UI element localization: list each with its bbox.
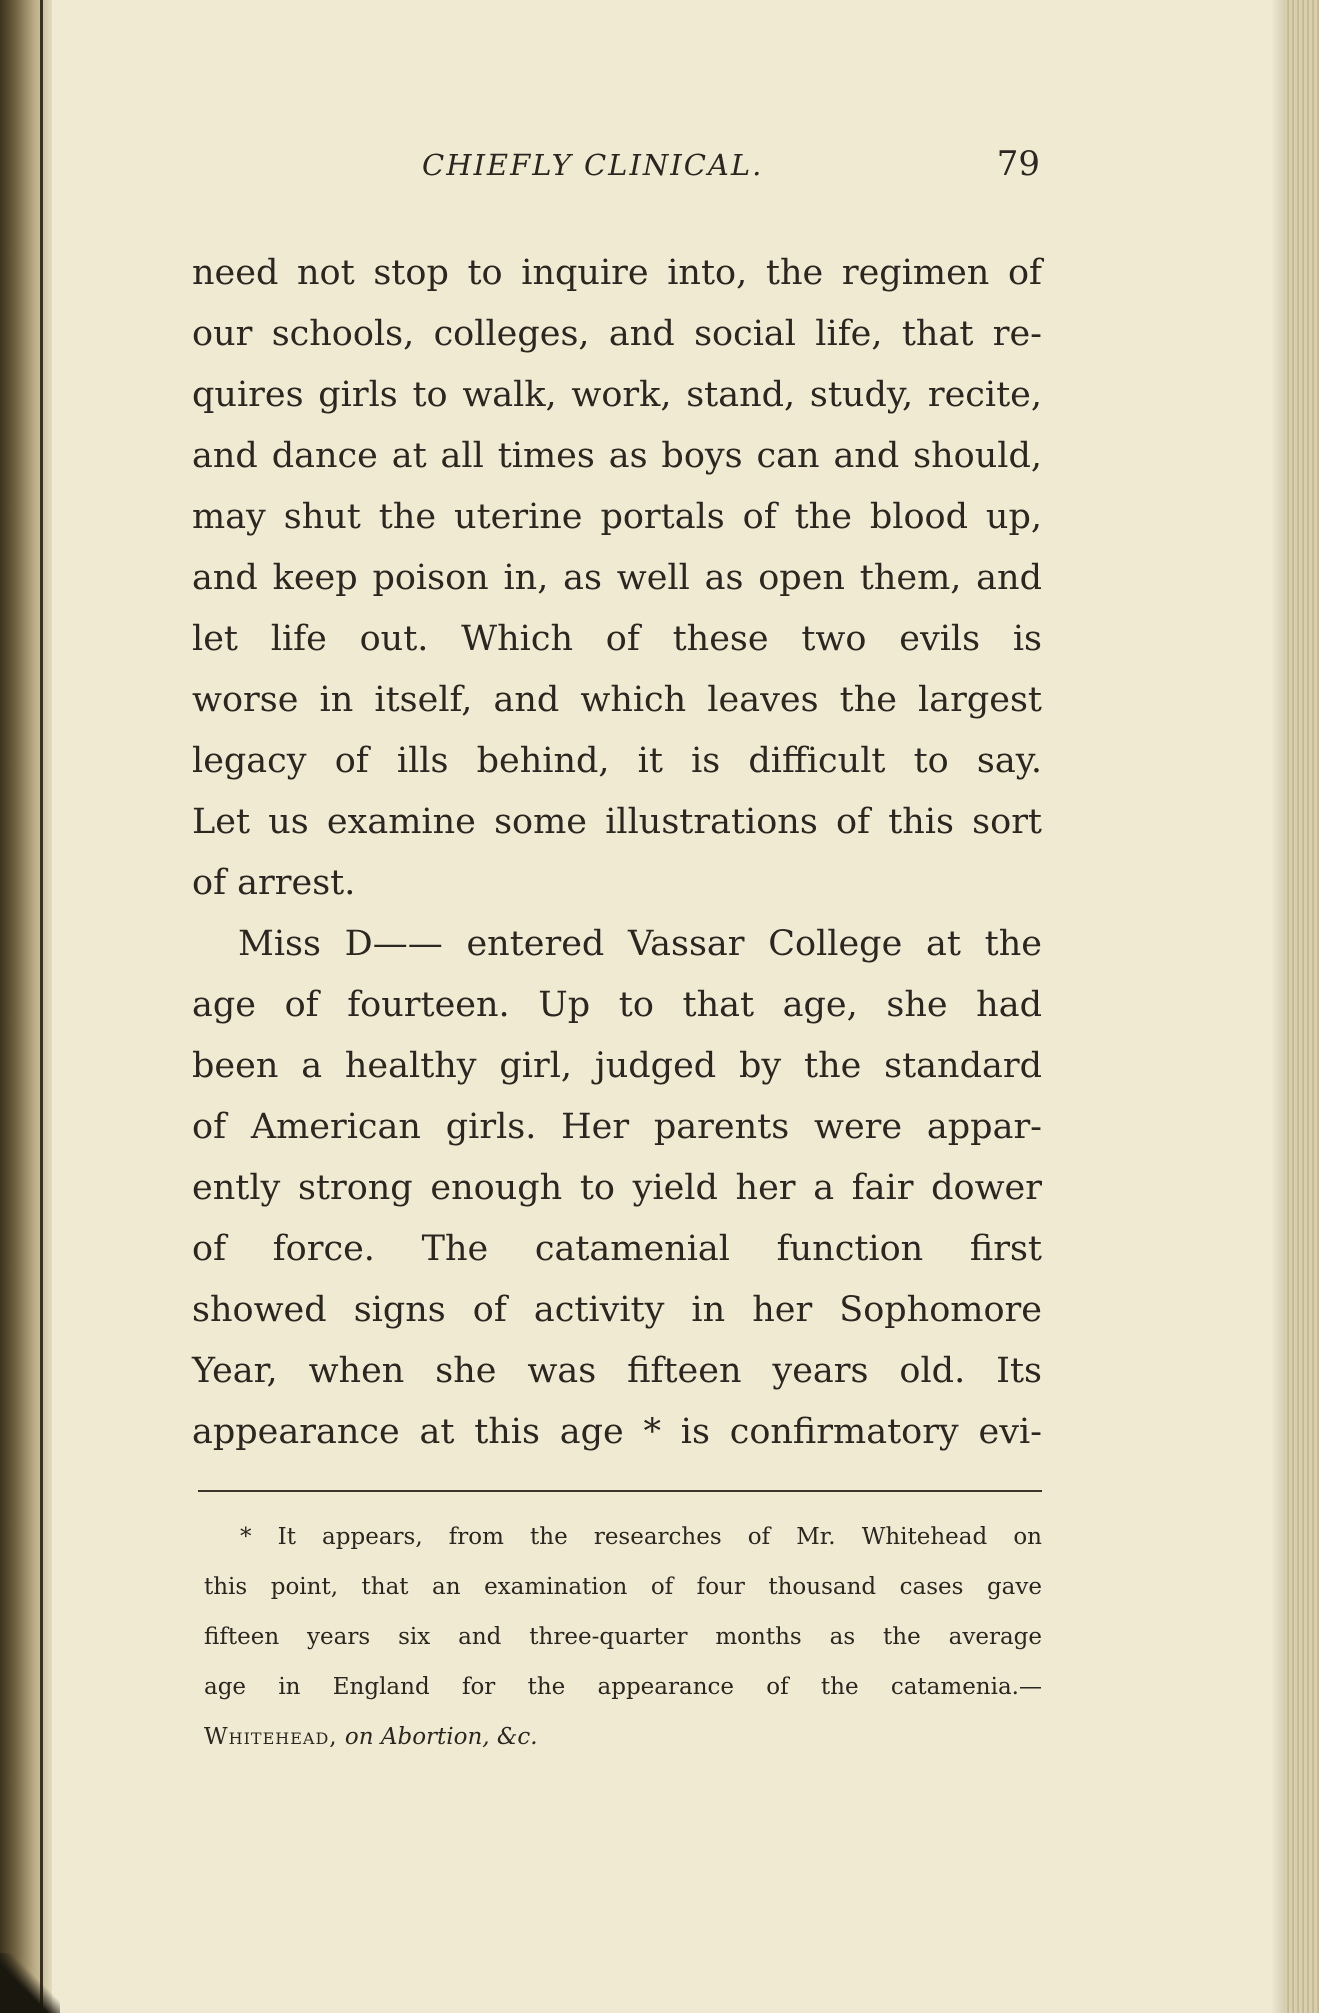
text-line: and keep poison in, as well as open them, and (192, 558, 1042, 598)
text-line: of American girls. Her parents were appar- (192, 1107, 1042, 1147)
cover-corner (0, 1953, 60, 2013)
book-spine (0, 0, 52, 2013)
text-line: of force. The catamenial function first (192, 1229, 1042, 1269)
footnote (204, 1512, 1042, 1762)
text-line: showed signs of activity in her Sophomore (192, 1290, 1042, 1330)
footnote-rule (198, 1490, 1042, 1492)
footnote-line: * It appears, from the researches of Mr. Whitehead on (240, 1524, 1042, 1550)
footnote-line: age in England for the appearance of the catamenia.— (204, 1674, 1042, 1700)
text-line: Miss D—— entered Vassar College at the (238, 924, 1042, 964)
text-line: appearance at this age * is confirmatory evi- (192, 1412, 1042, 1452)
text-line: been a healthy girl, judged by the standard (192, 1046, 1042, 1086)
page-header (190, 144, 1040, 198)
text-line: let life out. Which of these two evils is (192, 619, 1042, 659)
text-line: and dance at all times as boys can and should, (192, 436, 1042, 476)
citation-author: Whitehead, (204, 1724, 338, 1750)
body-text (192, 243, 1042, 1463)
citation-work: on Abortion, &c. (344, 1724, 538, 1750)
footnote-citation (204, 1712, 1042, 1762)
text-line: worse in itself, and which leaves the largest (192, 680, 1042, 720)
text-line: Year, when she was fifteen years old. Its (192, 1351, 1042, 1391)
text-line: quires girls to walk, work, stand, study, recite, (192, 375, 1042, 415)
text-line: ently strong enough to yield her a fair dower (192, 1168, 1042, 1208)
gutter-line (40, 0, 43, 2013)
text-line: our schools, colleges, and social life, that re- (192, 314, 1042, 354)
page-number: 79 (996, 144, 1040, 184)
page-edge-shadow (1271, 0, 1285, 2013)
text-line: need not stop to inquire into, the regimen of (192, 253, 1042, 293)
text-line: legacy of ills behind, it is difficult to say. (192, 741, 1042, 781)
running-head: CHIEFLY CLINICAL. (422, 148, 764, 182)
text-line: may shut the uterine portals of the blood up, (192, 497, 1042, 537)
footnote-line: this point, that an examination of four thousand cases gave (204, 1574, 1042, 1600)
text-line: age of fourteen. Up to that age, she had (192, 985, 1042, 1025)
page-edges (1285, 0, 1319, 2013)
text-line: of arrest. (192, 863, 356, 903)
text-line: Let us examine some illustrations of this sort (192, 802, 1042, 842)
footnote-line: fifteen years six and three-quarter months as the average (204, 1624, 1042, 1650)
